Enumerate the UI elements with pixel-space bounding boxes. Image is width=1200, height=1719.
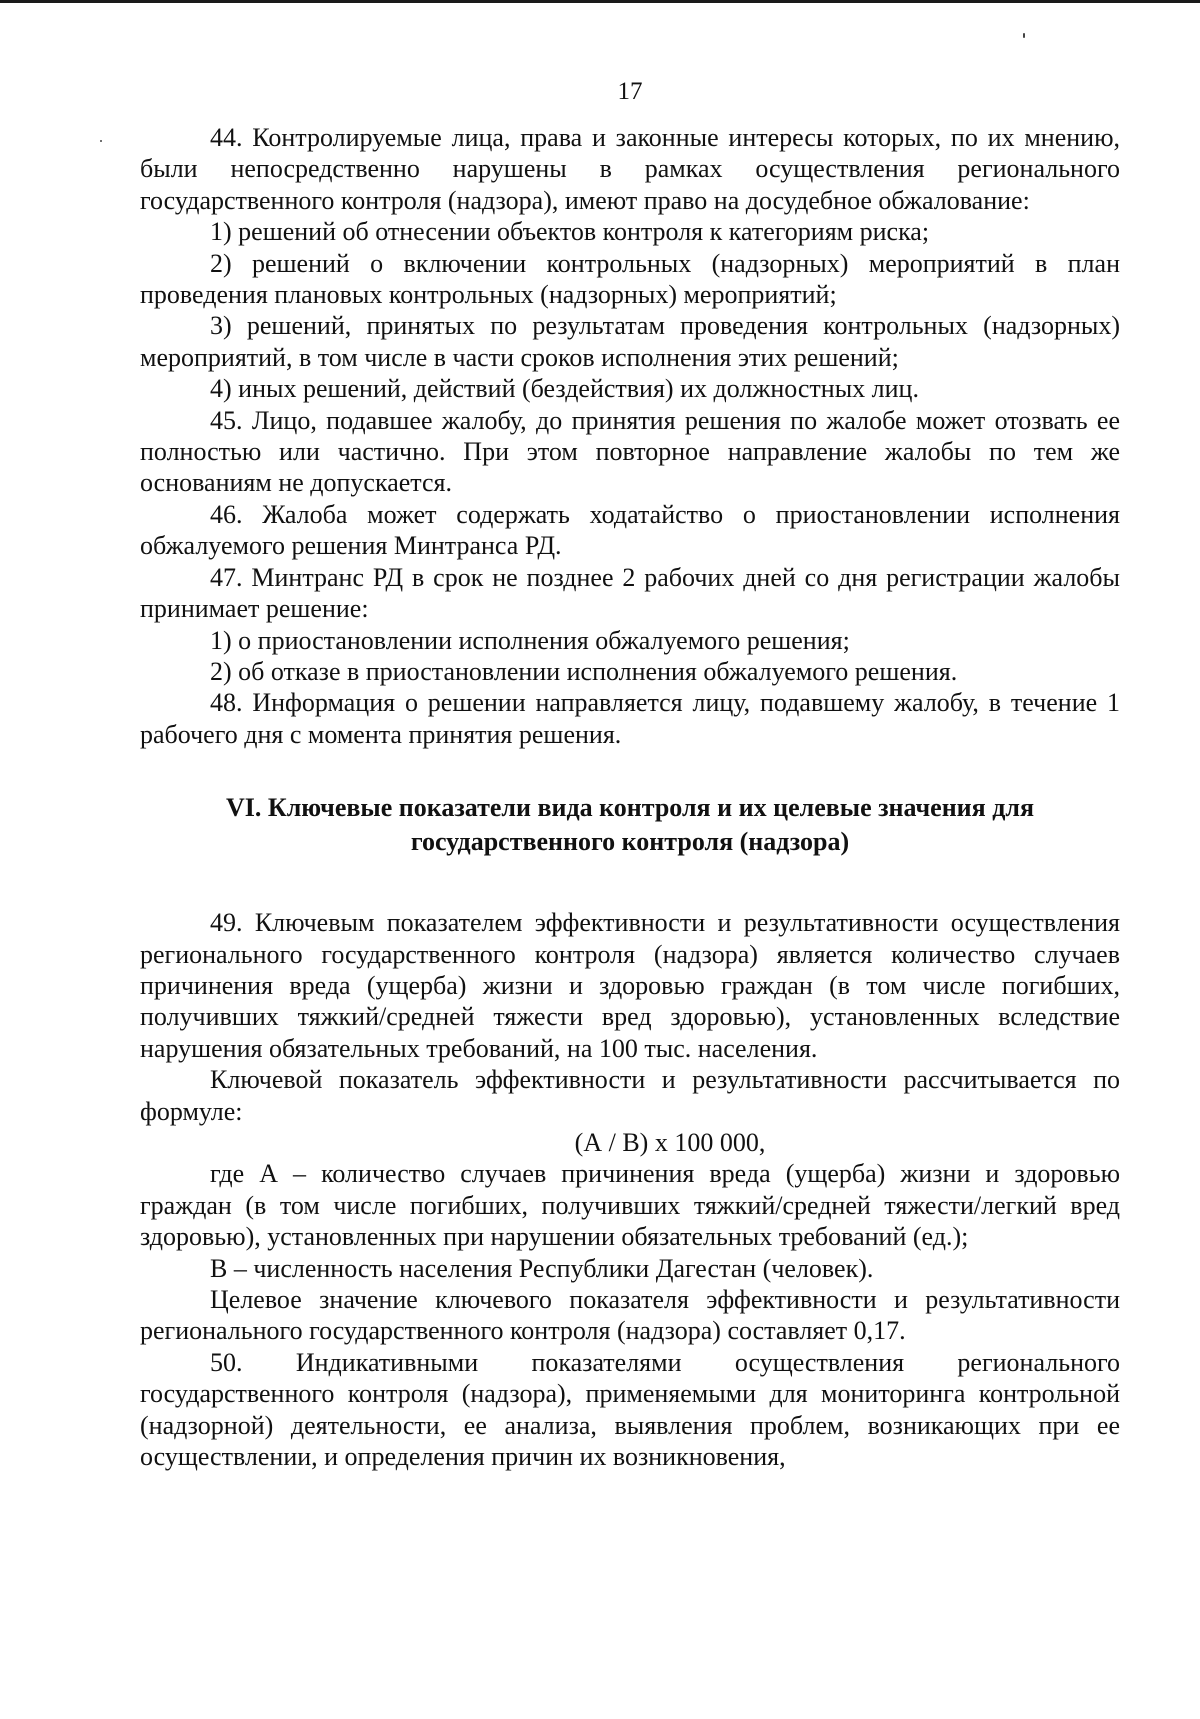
formula-intro: Ключевой показатель эффективности и результативности рассчитывается по формуле:	[140, 1065, 1120, 1126]
paragraph-49: 49. Ключевым показателем эффективности и результативности осуществления регионального государственного контроля (надзора) является количество случаев причинения вреда (ущерба) жизни и здоровью граждан (в том числе погибших, получивших тяжкий/средней тяжести вред здоровью), установленных вследствие нарушения обязательных требований, на 100 тыс. населения.	[140, 908, 1120, 1063]
list-item-47-1: 1) о приостановлении исполнения обжалуемого решения;	[210, 625, 850, 655]
section-heading: VI. Ключевые показатели вида контроля и их целевые значения для государственного контроля (надзора)	[225, 793, 1035, 857]
formula-variable-b: В – численность населения Республики Дагестан (человек).	[210, 1253, 874, 1283]
page-number: 17	[617, 78, 643, 105]
list-item-44-4: 4) иных решений, действий (бездействия) их должностных лиц.	[210, 374, 919, 404]
paragraph-46: 46. Жалоба может содержать ходатайство о приостановлении исполнения обжалуемого решения Минтранса РД.	[140, 499, 1120, 561]
paragraph-45: 45. Лицо, подавшее жалобу, до принятия решения по жалобе может отозвать ее полностью или частично. При этом повторное направление жалобы по тем же основаниям не допускается.	[140, 405, 1120, 498]
target-value-paragraph: Целевое значение ключевого показателя эффективности и результативности регионального государственного контроля (надзора) составляет 0,17.	[140, 1285, 1120, 1346]
paragraph-47: 47. Минтранс РД в срок не позднее 2 рабочих дней со дня регистрации жалобы принимает решение:	[140, 562, 1120, 624]
list-item-44-1: 1) решений об отнесении объектов контроля к категориям риска;	[210, 217, 930, 247]
document-body	[140, 122, 1120, 1472]
scan-speck	[100, 140, 102, 142]
paragraph-48: 48. Информация о решении направляется лицу, подавшему жалобу, в течение 1 рабочего дня с момента принятия решения.	[140, 688, 1120, 749]
paragraph-50: 50. Индикативными показателями осуществления регионального государственного контроля (надзора), применяемыми для мониторинга контрольной (надзорной) деятельности, ее анализа, выявления проблем, возникающих при ее осуществлении, и определения причин их возникновения,	[140, 1347, 1120, 1472]
scan-top-edge	[0, 0, 1200, 3]
formula-variable-a: где А – количество случаев причинения вреда (ущерба) жизни и здоровью граждан (в том числе погибших, получивших тяжкий/средней тяжести/легкий вред здоровью), установленных при нарушении обязательных требований (ед.);	[140, 1159, 1120, 1252]
list-item-47-2: 2) об отказе в приостановлении исполнения обжалуемого решения.	[210, 656, 958, 686]
list-item-44-3: 3) решений, принятых по результатам проведения контрольных (надзорных) мероприятий, в том числе в части сроков исполнения этих решений;	[140, 311, 1120, 372]
list-item-44-2: 2) решений о включении контрольных (надзорных) мероприятий в план проведения плановых контрольных (надзорных) мероприятий;	[140, 248, 1120, 310]
scan-speck	[1023, 33, 1025, 38]
paragraph-44: 44. Контролируемые лица, права и законные интересы которых, по их мнению, были непосредственно нарушены в рамках осуществления регионального государственного контроля (надзора), имеют право на досудебное обжалование:	[140, 123, 1120, 215]
formula: (А / В) х 100 000,	[574, 1127, 766, 1157]
